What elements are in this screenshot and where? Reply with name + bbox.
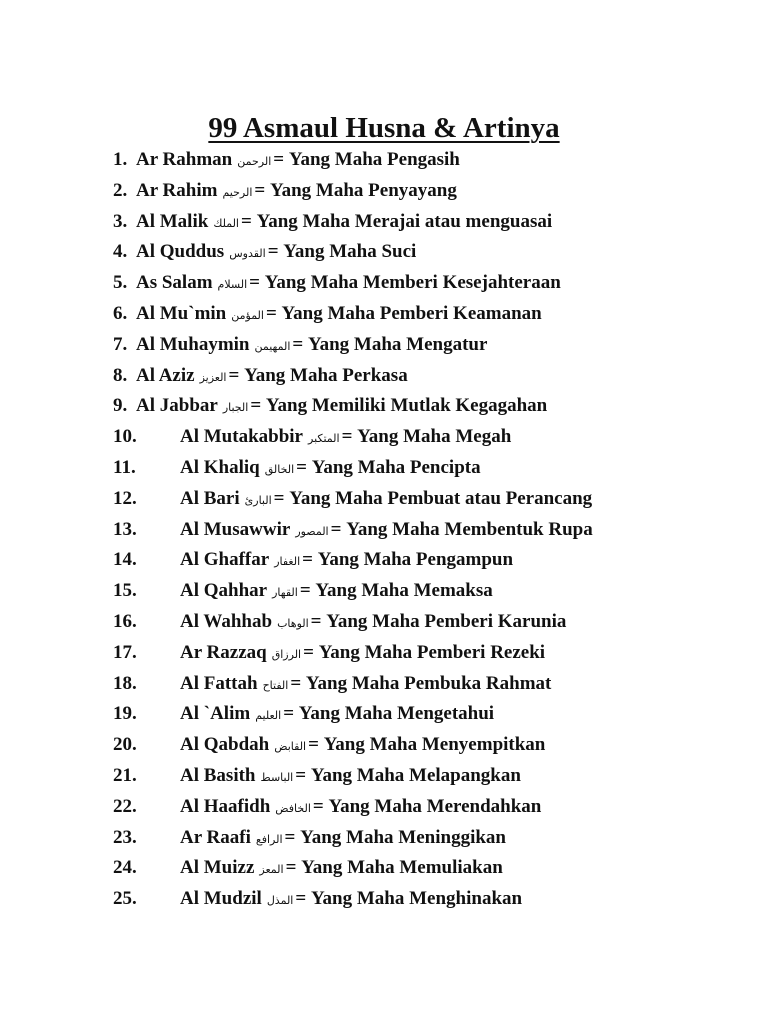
item-name: Al `Alim	[180, 703, 251, 725]
item-meaning: Yang Maha Menghinakan	[310, 888, 523, 910]
item-text	[136, 237, 416, 269]
item-text	[136, 145, 460, 177]
item-separator: =	[330, 518, 342, 540]
item-text	[180, 853, 503, 885]
item-meaning: Yang Maha Memberi Kesejahteraan	[264, 272, 561, 294]
item-number: 24.	[113, 857, 137, 879]
list-item	[0, 607, 768, 638]
page-title	[0, 108, 768, 148]
item-arabic: المذل	[266, 894, 294, 908]
item-text	[180, 669, 551, 701]
item-separator: =	[302, 549, 313, 571]
item-arabic: البارئ	[244, 493, 272, 507]
item-text	[136, 361, 408, 393]
item-separator: =	[273, 487, 285, 509]
item-text	[180, 884, 522, 916]
item-arabic: المتكبر	[308, 432, 340, 446]
item-meaning: Yang Maha Mengatur	[307, 333, 488, 355]
item-meaning: Yang Maha Pengasih	[288, 149, 460, 170]
item-meaning: Yang Maha Pemberi Karunia	[326, 610, 567, 632]
list-item	[0, 453, 768, 484]
item-name: Al Muizz	[180, 857, 255, 879]
item-text	[180, 638, 545, 670]
item-arabic: المهيمن	[254, 339, 291, 353]
item-text	[136, 176, 457, 208]
item-number: 25.	[113, 888, 137, 910]
item-number: 23.	[113, 826, 137, 848]
item-meaning: Yang Memiliki Mutlak Kegagahan	[265, 395, 548, 417]
list-item	[0, 176, 768, 207]
item-separator: =	[241, 210, 252, 232]
list-item	[0, 422, 768, 453]
list-item	[0, 792, 768, 823]
item-meaning: Yang Maha Memuliakan	[301, 857, 503, 879]
item-name: Ar Rahman	[136, 149, 233, 170]
item-separator: =	[290, 672, 302, 694]
item-arabic: الرزاق	[271, 647, 302, 661]
list-item	[0, 823, 768, 854]
list-item	[0, 268, 768, 299]
item-name: Al Mudzil	[180, 888, 262, 910]
item-separator: =	[267, 241, 279, 263]
list-item	[0, 761, 768, 792]
item-name: Ar Razzaq	[180, 641, 267, 663]
list-item	[0, 853, 768, 884]
item-number: 13.	[113, 518, 137, 540]
item-name: Al Ghaffar	[180, 549, 270, 571]
item-name: Al Jabbar	[136, 395, 218, 417]
list-item	[0, 361, 768, 392]
item-name: As Salam	[136, 272, 213, 294]
item-text	[136, 299, 542, 331]
item-number: 9.	[113, 395, 128, 417]
item-name: Al Musawwir	[180, 518, 291, 540]
item-separator: =	[273, 149, 285, 170]
item-arabic: القابض	[274, 740, 307, 754]
item-arabic: القهار	[272, 586, 298, 600]
item-arabic: الفتاح	[262, 678, 289, 692]
item-text	[180, 823, 506, 855]
item-arabic: المؤمن	[231, 308, 264, 322]
item-number: 8.	[113, 364, 128, 386]
list-item	[0, 576, 768, 607]
item-text	[180, 484, 592, 516]
item-number: 15.	[113, 580, 137, 602]
item-meaning: Yang Maha Memaksa	[315, 580, 493, 602]
item-meaning: Yang Maha Melapangkan	[310, 764, 521, 786]
item-separator: =	[292, 333, 304, 355]
item-meaning: Yang Maha Pengampun	[317, 549, 514, 571]
item-separator: =	[341, 426, 353, 448]
item-name: Al Haafidh	[180, 795, 271, 817]
item-number: 11.	[113, 456, 136, 478]
item-text	[180, 607, 566, 639]
item-arabic: السلام	[217, 278, 248, 292]
item-name: Al Basith	[180, 764, 256, 786]
item-text	[136, 391, 547, 423]
item-name: Al Aziz	[136, 364, 195, 386]
item-name: Al Wahhab	[180, 610, 273, 632]
item-separator: =	[303, 641, 314, 663]
item-arabic: الغفار	[274, 555, 301, 569]
list-item	[0, 699, 768, 730]
item-separator: =	[285, 857, 297, 879]
item-text	[180, 761, 521, 793]
item-separator: =	[254, 179, 266, 201]
item-number: 7.	[113, 333, 128, 355]
item-number: 18.	[113, 672, 137, 694]
item-name: Al Quddus	[136, 241, 225, 263]
list-item	[0, 207, 768, 238]
item-separator: =	[249, 272, 260, 294]
item-meaning: Yang Maha Merajai atau menguasai	[256, 210, 553, 232]
item-text	[136, 207, 552, 239]
item-separator: =	[283, 703, 295, 725]
item-arabic: الخافض	[275, 801, 311, 815]
item-meaning: Yang Maha Suci	[283, 241, 417, 263]
item-name: Al Bari	[180, 487, 240, 509]
item-meaning: Yang Maha Pembuat atau Perancang	[289, 487, 593, 509]
item-name: Al Qabdah	[180, 734, 270, 756]
item-arabic: الملك	[213, 216, 239, 230]
item-arabic: القدوس	[229, 247, 266, 261]
item-name: Al Mutakabbir	[180, 426, 303, 448]
item-separator: =	[299, 580, 311, 602]
item-text	[180, 730, 545, 762]
item-number: 16.	[113, 610, 137, 632]
item-separator: =	[308, 734, 319, 756]
item-meaning: Yang Maha Membentuk Rupa	[346, 518, 593, 540]
item-separator: =	[284, 826, 296, 848]
list-item	[0, 484, 768, 515]
item-meaning: Yang Maha Pemberi Rezeki	[318, 641, 546, 663]
list-item	[0, 884, 768, 915]
item-meaning: Yang Maha Perkasa	[244, 364, 408, 386]
item-arabic: المعز	[259, 863, 284, 877]
item-meaning: Yang Maha Mengetahui	[298, 703, 495, 725]
item-meaning: Yang Maha Megah	[357, 426, 512, 448]
list-item	[0, 669, 768, 700]
item-meaning: Yang Maha Penyayang	[269, 179, 457, 201]
item-name: Al Mu`min	[136, 302, 227, 324]
item-meaning: Yang Maha Merendahkan	[328, 795, 542, 817]
list-item	[0, 391, 768, 422]
item-name: Al Qahhar	[180, 580, 268, 602]
item-meaning: Yang Maha Pencipta	[311, 456, 481, 478]
item-text	[180, 576, 493, 608]
item-name: Ar Raafi	[180, 826, 251, 848]
list-item	[0, 730, 768, 761]
item-name: Al Fattah	[180, 672, 258, 694]
item-arabic: الوهاب	[277, 616, 309, 630]
item-separator: =	[310, 610, 322, 632]
item-separator: =	[295, 888, 307, 910]
item-text	[180, 453, 481, 485]
page-title-text: 99 Asmaul Husna & Artinya	[208, 112, 560, 144]
item-meaning: Yang Maha Pembuka Rahmat	[305, 672, 552, 694]
item-number: 14.	[113, 549, 137, 571]
item-number: 12.	[113, 487, 137, 509]
item-arabic: الرحمن	[237, 155, 272, 168]
list-item	[0, 330, 768, 361]
item-separator: =	[250, 395, 262, 417]
item-text	[136, 268, 561, 300]
item-text	[180, 792, 541, 824]
list-item	[0, 545, 768, 576]
item-number: 1.	[113, 149, 128, 170]
item-number: 4.	[113, 241, 128, 263]
list-item	[0, 638, 768, 669]
item-name: Ar Rahim	[136, 179, 218, 201]
item-number: 19.	[113, 703, 137, 725]
item-number: 2.	[113, 179, 128, 201]
list-item	[0, 145, 768, 176]
item-arabic: الباسط	[260, 770, 294, 784]
item-text	[136, 330, 487, 362]
item-number: 17.	[113, 641, 137, 663]
item-number: 20.	[113, 734, 137, 756]
item-number: 5.	[113, 272, 128, 294]
item-separator: =	[296, 456, 307, 478]
item-text	[180, 422, 511, 454]
item-text	[180, 515, 593, 547]
item-arabic: الرحيم	[222, 185, 253, 199]
item-meaning: Yang Maha Menyempitkan	[323, 734, 546, 756]
item-name: Al Muhaymin	[136, 333, 250, 355]
item-number: 3.	[113, 210, 128, 232]
item-number: 6.	[113, 302, 128, 324]
list-item	[0, 515, 768, 546]
item-number: 10.	[113, 426, 137, 448]
item-separator: =	[265, 302, 277, 324]
item-separator: =	[312, 795, 324, 817]
item-arabic: الجبار	[222, 401, 249, 415]
item-meaning: Yang Maha Pemberi Keamanan	[281, 302, 542, 324]
list-item	[0, 299, 768, 330]
item-number: 21.	[113, 764, 137, 786]
item-name: Al Khaliq	[180, 456, 260, 478]
item-separator: =	[295, 764, 307, 786]
item-number: 22.	[113, 795, 137, 817]
item-arabic: العزيز	[199, 370, 227, 384]
item-arabic: العليم	[255, 709, 282, 723]
item-meaning: Yang Maha Meninggikan	[300, 826, 506, 848]
item-name: Al Malik	[136, 210, 209, 232]
item-separator: =	[228, 364, 240, 386]
item-text	[180, 545, 513, 577]
item-text	[180, 699, 494, 731]
list-item	[0, 237, 768, 268]
item-arabic: الخالق	[264, 462, 295, 476]
asmaul-husna-list	[0, 145, 768, 915]
item-arabic: الرافع	[255, 832, 283, 846]
item-arabic: المصور	[295, 524, 329, 538]
